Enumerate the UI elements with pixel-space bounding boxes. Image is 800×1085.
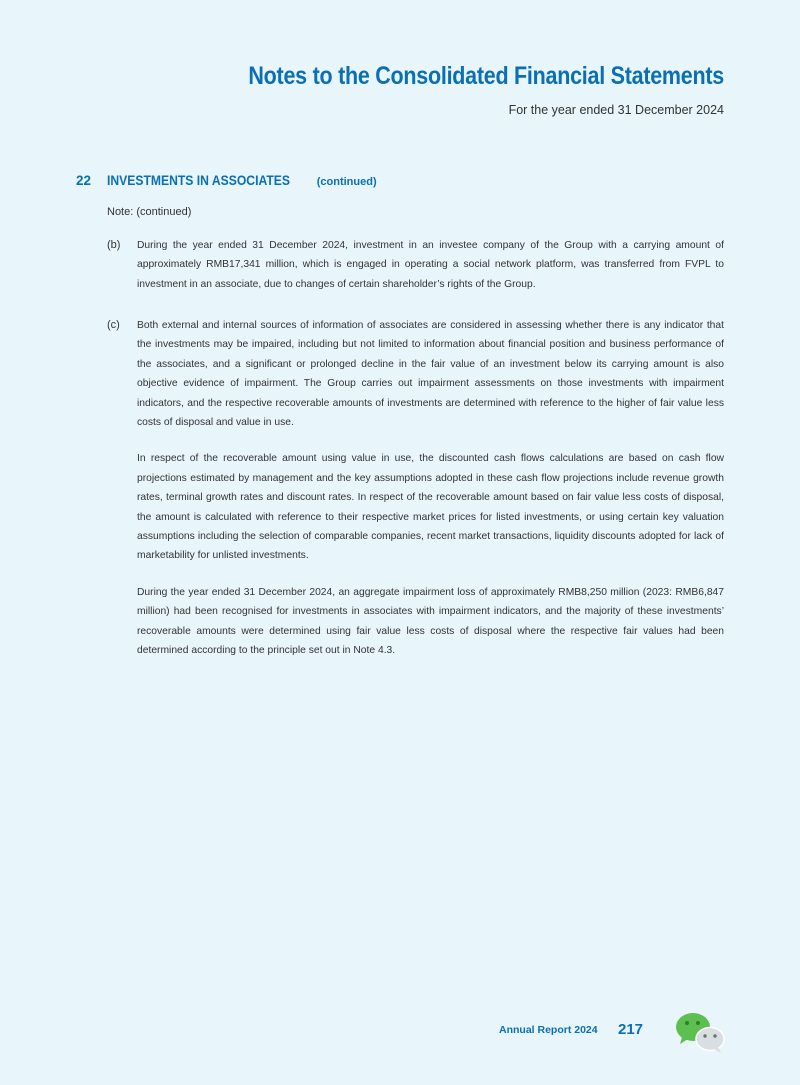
paragraph: During the year ended 31 December 2024, an aggregate impairment loss of approximately RMB8,250 million (2023: RMB6,847 million) had been recognised for investments in associates with impairment indicators, and the majority of these investments’ recoverable amounts were determined using fair value less costs of disposal where the respective fair values had been determined according to the principle set out in Note 4.3.: [137, 586, 724, 657]
paragraph: Both external and internal sources of information of associates are considered in assessing whether there is any indicator that the investments may be impaired, including but not limited to information about financial position and business performance of the associates, and a significant or prolonged decline in the fair value of an investment below its carrying amount is also objective evidence of impairment. The Group carries out impairment assessments on those investments with impairment indicators, and the respective recoverable amounts of investments are determined with reference to the higher of fair value less costs of disposal and value in use.: [137, 320, 724, 429]
item-body: [137, 236, 724, 294]
section-suffix: (continued): [316, 176, 377, 188]
section-number: 22: [76, 173, 92, 188]
page-title: Notes to the Consolidated Financial Statements: [248, 62, 724, 90]
wechat-logo-icon: [673, 1010, 727, 1054]
note-item-b: [107, 236, 724, 311]
item-marker: (b): [107, 239, 121, 251]
paragraph: During the year ended 31 December 2024, investment in an investee company of the Group with a carrying amount of approximately RMB17,341 million, which is engaged in operating a social network platform, was transferred from FVPL to investment in an associate, due to changes of certain shareholder’s rights of the Group.: [137, 240, 724, 290]
footer-label: Annual Report 2024: [499, 1024, 598, 1036]
section-heading: [76, 172, 377, 190]
paragraph: In respect of the recoverable amount using value in use, the discounted cash flows calculations are based on cash flow projections estimated by management and the key assumptions adopted in these cash flow projections include revenue growth rates, terminal growth rates and discount rates. In respect of the recoverable amount based on fair value less costs of disposal, the amount is calculated with reference to their respective market prices for listed investments, or using certain key valuation assumptions including the selection of comparable companies, recent market transactions, liquidity discounts adopted for lack of marketability for unlisted investments.: [137, 453, 724, 562]
page-number: 217: [618, 1021, 644, 1038]
item-marker: (c): [107, 319, 120, 331]
section-title: INVESTMENTS IN ASSOCIATES: [107, 173, 290, 188]
note-label: Note: (continued): [107, 206, 192, 218]
page-subtitle: For the year ended 31 December 2024: [508, 103, 724, 117]
item-body: [137, 316, 724, 661]
note-item-c: [107, 316, 724, 678]
